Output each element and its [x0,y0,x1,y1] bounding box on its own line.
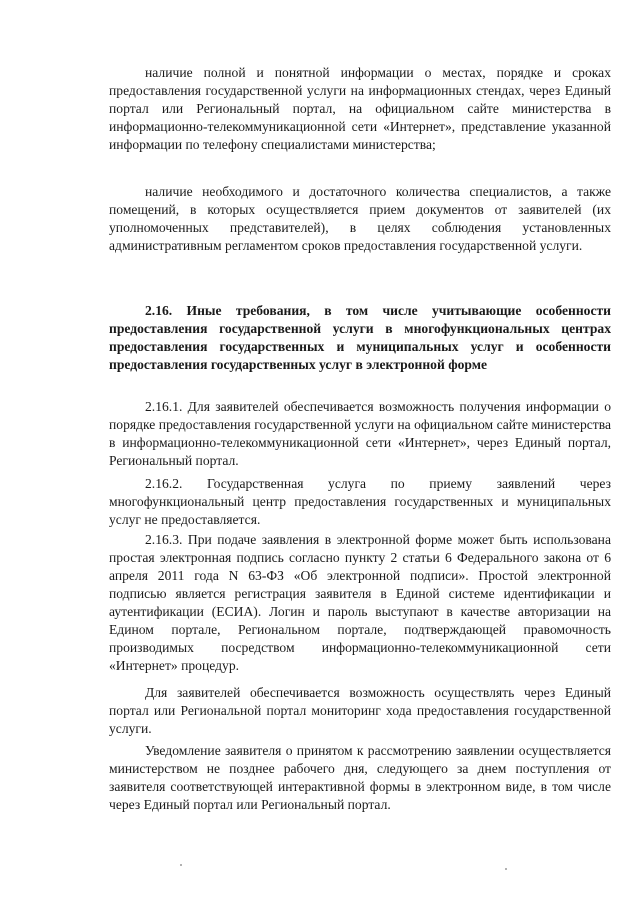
paragraph-2-16-2 [109,475,611,529]
paragraph-text: наличие необходимого и достаточного количества специалистов, а также помещений, в которых осуществляется прием документов от заявителей (их уполномоченных представителей), в целях соблюдения установленных административным регламентом сроков предоставления государственной услуги. [109,184,611,253]
paragraph-specialists [109,183,611,255]
paragraph-text: наличие полной и понятной информации о местах, порядке и сроках предоставления государственной услуги на информационных стендах, через Единый портал или Региональный портал, на официальном сайте министерства в информационно-телекоммуникационной сети «Интернет», представление указанной информации по телефону специалистами министерства; [109,65,611,152]
paragraph-text: 2.16.2. Государственная услуга по приему заявлений через многофункциональный центр предоставления государственных и муниципальных услуг не предоставляется. [109,476,611,527]
section-heading-text: 2.16. Иные требования, в том числе учитывающие особенности предоставления государственной услуги в многофункциональных центрах предоставления государственных и муниципальных услуг и особенности предоставления государственных услуг в электронной форме [109,303,611,372]
paragraph-monitoring [109,684,611,738]
paragraph-text: 2.16.1. Для заявителей обеспечивается возможность получения информации о порядке предоставления государственной услуги на официальном сайте министерства в информационно-телекоммуникационной сети «Интернет», через Единый портал, Региональный портал. [109,399,611,468]
scan-speck [505,868,507,870]
paragraph-2-16-1 [109,398,611,470]
section-heading-2-16 [109,302,611,374]
scan-speck [180,864,182,866]
paragraph-notification [109,742,611,814]
paragraph-text: Уведомление заявителя о принятом к рассмотрению заявлении осуществляется министерством не позднее рабочего дня, следующего за днем поступления от заявителя соответствующей интерактивной формы в электронном виде, в том числе через Единый портал или Региональный портал. [109,743,611,812]
paragraph-text: 2.16.3. При подаче заявления в электронной форме может быть использована простая электронная подпись согласно пункту 2 статьи 6 Федерального закона от 6 апреля 2011 года N 63-ФЗ «Об электронной подписи». Простой электронной подписью является регистрация заявителя в Единой системе идентификации и аутентификации (ЕСИА). Логин и пароль выступают в качестве авторизации на Едином портале, Региональном портале, подтверждающей правомочность производимых посредством информационно-телекоммуникационной сети «Интернет» процедур. [109,532,611,673]
paragraph-text: Для заявителей обеспечивается возможность осуществлять через Единый портал или Региональной портал мониторинг хода предоставления государственной услуги. [109,685,611,736]
paragraph-2-16-3 [109,531,611,675]
paragraph-information-availability [109,64,611,154]
